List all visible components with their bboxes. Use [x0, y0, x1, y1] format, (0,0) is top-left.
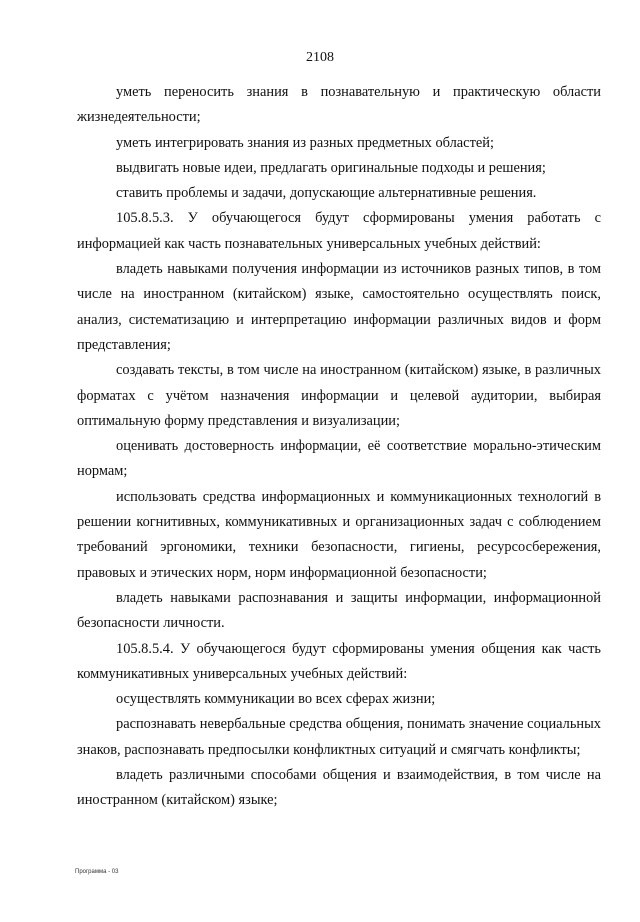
paragraph: ставить проблемы и задачи, допускающие альтернативные решения. [116, 185, 537, 202]
paragraph: владеть различными способами общения и взаимодействия, в том числе на иностранном (китайском) языке; [77, 767, 601, 809]
paragraph: выдвигать новые идеи, предлагать оригинальные подходы и решения; [116, 159, 546, 176]
paragraph: владеть навыками получения информации из источников разных типов, в том числе на иностранном (китайском) языке, самостоятельно осуществлять поиск, анализ, систематизацию и интерпретацию информации различных видов и форм представления; [77, 261, 601, 353]
paragraph: создавать тексты, в том числе на иностранном (китайском) языке, в различных форматах с учётом назначения информации и целевой аудитории, выбирая оптимальную форму представления и визуализации; [77, 362, 601, 429]
document-body [77, 80, 601, 814]
paragraph: оценивать достоверность информации, её соответствие морально-этическим нормам; [77, 438, 601, 480]
section-heading-paragraph: 105.8.5.4. У обучающегося будут сформированы умения общения как часть коммуникативных универсальных учебных действий: [77, 640, 601, 682]
paragraph: осуществлять коммуникации во всех сферах жизни; [116, 691, 436, 708]
section-heading-paragraph: 105.8.5.3. У обучающегося будут сформированы умения работать с информацией как часть познавательных универсальных учебных действий: [77, 210, 601, 252]
paragraph: уметь переносить знания в познавательную и практическую области жизнедеятельности; [77, 84, 601, 126]
paragraph: владеть навыками распознавания и защиты информации, информационной безопасности личности. [77, 589, 601, 632]
paragraph: уметь интегрировать знания из разных предметных областей; [116, 134, 494, 151]
page-number: 2108 [306, 50, 334, 65]
footer-label: Программа - 03 [75, 869, 119, 875]
paragraph: использовать средства информационных и коммуникационных технологий в решении когнитивных, коммуникативных и организационных задач с соблюдением требований эргономики, техники безопасности, гигиены, ресурсосбережения, правовых и этических норм, норм информационной безопасности; [77, 488, 601, 581]
paragraph: распознавать невербальные средства общения, понимать значение социальных знаков, распознавать предпосылки конфликтных ситуаций и смягчать конфликты; [77, 716, 601, 758]
